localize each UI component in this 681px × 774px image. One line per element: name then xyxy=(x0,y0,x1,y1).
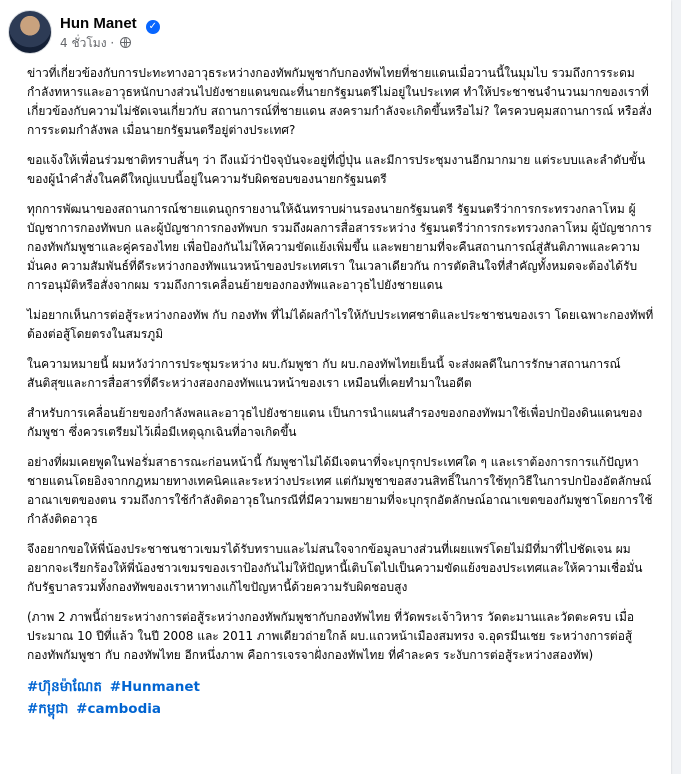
avatar[interactable] xyxy=(8,10,52,54)
hashtag-link[interactable]: #កម្ពុជា xyxy=(27,701,69,717)
post-paragraph: อย่างที่ผมเคยพูดในฟอรั่มสาธารณะก่อนหน้านี้ กัมพูชาไม่ได้มีเจตนาที่จะบุกรุกประเทศใด ๆ และเราต้องการการแก้ปัญหาชายแดนโดยอิงจากกฎหมายทางเทคนิคและระหว่างประเทศ แต่กัมพูชาขอสงวนสิทธิ์ในการใช้ทุกวิธีในการปกป้องอัตลักษณ์อาณาเขตของตน รวมถึงการใช้กำลังติดอาวุธในกรณีที่มีความพยายามที่จะบุกรุกอัตลักษณ์อาณาเขตของกัมพูชาโดยการใช้กำลังติดอาวุธ xyxy=(27,455,653,526)
author-row xyxy=(60,13,160,34)
post-paragraph: ในความหมายนี้ ผมหวังว่าการประชุมระหว่าง ผบ.กัมพูชา กับ ผบ.กองทัพไทยเย็นนี้ จะส่งผลดีในการรักษาสถานการณ์สันติสุขและการสื่อสารที่ดีระหว่างสองกองทัพแนวหน้าของเรา เหมือนที่เคยทำมาในอดีต xyxy=(27,357,621,390)
globe-icon[interactable] xyxy=(120,37,131,48)
hashtag-link[interactable]: #ហ៊ុនម៉ាណែត xyxy=(27,679,102,695)
hashtag-list xyxy=(27,676,657,720)
hashtag-link[interactable]: #cambodia xyxy=(76,701,161,717)
author-name[interactable]: Hun Manet xyxy=(60,15,137,32)
post-paragraph: ขอแจ้งให้เพื่อนร่วมชาติทราบสั้นๆ ว่า ถึงแม้ว่าปัจจุบันจะอยู่ที่ญี่ปุ่น และมีการประชุมงานอีกมากมาย แต่ระบบและลำดับขั้นของผู้นำคำสั่งในคดีใหญ่แบบนี้อยู่ในความรับผิดชอบของนายกรัฐมนตรี xyxy=(27,153,646,186)
meta-separator: · xyxy=(110,36,115,50)
hashtag-link[interactable]: #Hunmanet xyxy=(109,679,200,695)
post-paragraph: ข่าวที่เกี่ยวข้องกับการปะทะทางอาวุธระหว่างกองทัพกัมพูชากับกองทัพไทยที่ชายแดนเมื่อวานนี้ในมุมไบ รวมถึงการระดมกำลังทหารและอาวุธหนักบางส่วนไปยังชายแดนขณะที่นายกรัฐมนตรีไม่อยู่ในประเทศ ทำให้ประชาชนจำนวนมากของเราที่เกี่ยวข้องกับความไม่ชัดเจนเกี่ยวกับ สถานการณ์ที่ชายแดน สงครามกำลังจะเกิดขึ้นหรือไม่? ใครควบคุมสถานการณ์ หรือสั่งการระดมกำลังพล เมื่อนายกรัฐมนตรีอยู่ต่างประเทศ? xyxy=(27,66,652,137)
post-paragraph: ทุกการพัฒนาของสถานการณ์ชายแดนถูกรายงานให้ฉันทราบผ่านรองนายกรัฐมนตรี รัฐมนตรีว่าการกระทรวงกลาโหม ผู้บัญชาการกองทัพบก และผู้บัญชาการกองทัพบก รวมถึงผลการสื่อสารระหว่าง รัฐมนตรีว่าการกระทรวงกลาโหม ผู้บัญชาการกองทัพกัมพูชาและคู่ครองไทย เพื่อป้องกันไม่ให้ความขัดแย้งเพิ่มขึ้น และพยายามที่จะคืนสถานการณ์สู่สันติภาพและความมั่นคง ความสัมพันธ์ที่ดีระหว่างกองทัพแนวหน้าของประเทศเรา ในเวลาเดียวกัน การตัดสินใจที่สำคัญทั้งหมดจะต้องได้รับการอนุมัติหรือสั่งจากผม รวมถึงการเคลื่อนย้ายของกองทัพและอาวุธไปยังชายแดน xyxy=(27,202,652,292)
post-timestamp[interactable]: 4 ชั่วโมง xyxy=(60,36,107,50)
verified-badge-icon: ✓ xyxy=(146,20,160,34)
post-body xyxy=(27,64,657,720)
post-paragraph: ไม่อยากเห็นการต่อสู้ระหว่างกองทัพ กับ กองทัพ ที่ไม่ได้ผลกำไรให้กับประเทศชาติและประชาชนของเรา โดยเฉพาะกองทัพที่ต้องต่อสู้โดยตรงในสมรภูมิ xyxy=(27,308,654,341)
post-paragraph: จึงอยากขอให้พี่น้องประชาชนชาวเขมรได้รับทราบและไม่สนใจจากข้อมูลบางส่วนที่เผยแพร่โดยไม่มีที่มาที่ไปชัดเจน ผมอยากจะเรียกร้องให้พี่น้องชาวเขมรของเราป้องกันไม่ให้ปัญหานี้เติบโตไปเป็นความขัดแย้งของประเทศและให้ความเชื่อมั่นกับรัฐบาลรวมทั้งกองทัพของเราหาทางแก้ไขปัญหานี้ด้วยความรับผิดชอบสูง xyxy=(27,542,643,594)
post-paragraph: (ภาพ 2 ภาพนี้ถ่ายระหว่างการต่อสู้ระหว่างกองทัพกัมพูชากับกองทัพไทย ที่วัดพระเจ้าวิหาร วัดตะมานและวัดตะครบ เมื่อประมาณ 10 ปีที่แล้ว ในปี 2008 และ 2011 ภาพเดียวถ่ายใกล้ ผบ.แถวหน้าเมืองสมทรง จ.อุดรมีนเชย ระหว่างการต่อสู้กองทัพกัมพูชา กับ กองทัพไทย อีกหนึ่งภาพ คือการเจรจาฝั่งกองทัพไทย ที่คำละคร ระงับการต่อสู้ระหว่างสองทัพ) xyxy=(27,610,635,662)
post-meta xyxy=(60,34,131,53)
post-paragraph: สำหรับการเคลื่อนย้ายของกำลังพลและอาวุธไปยังชายแดน เป็นการนำแผนสำรองของกองทัพมาใช้เพื่อปกป้องดินแดนของกัมพูชา ซึ่งควรเตรียมไว้เผื่อมีเหตุฉุกเฉินที่อาจเกิดขึ้น xyxy=(27,406,643,439)
